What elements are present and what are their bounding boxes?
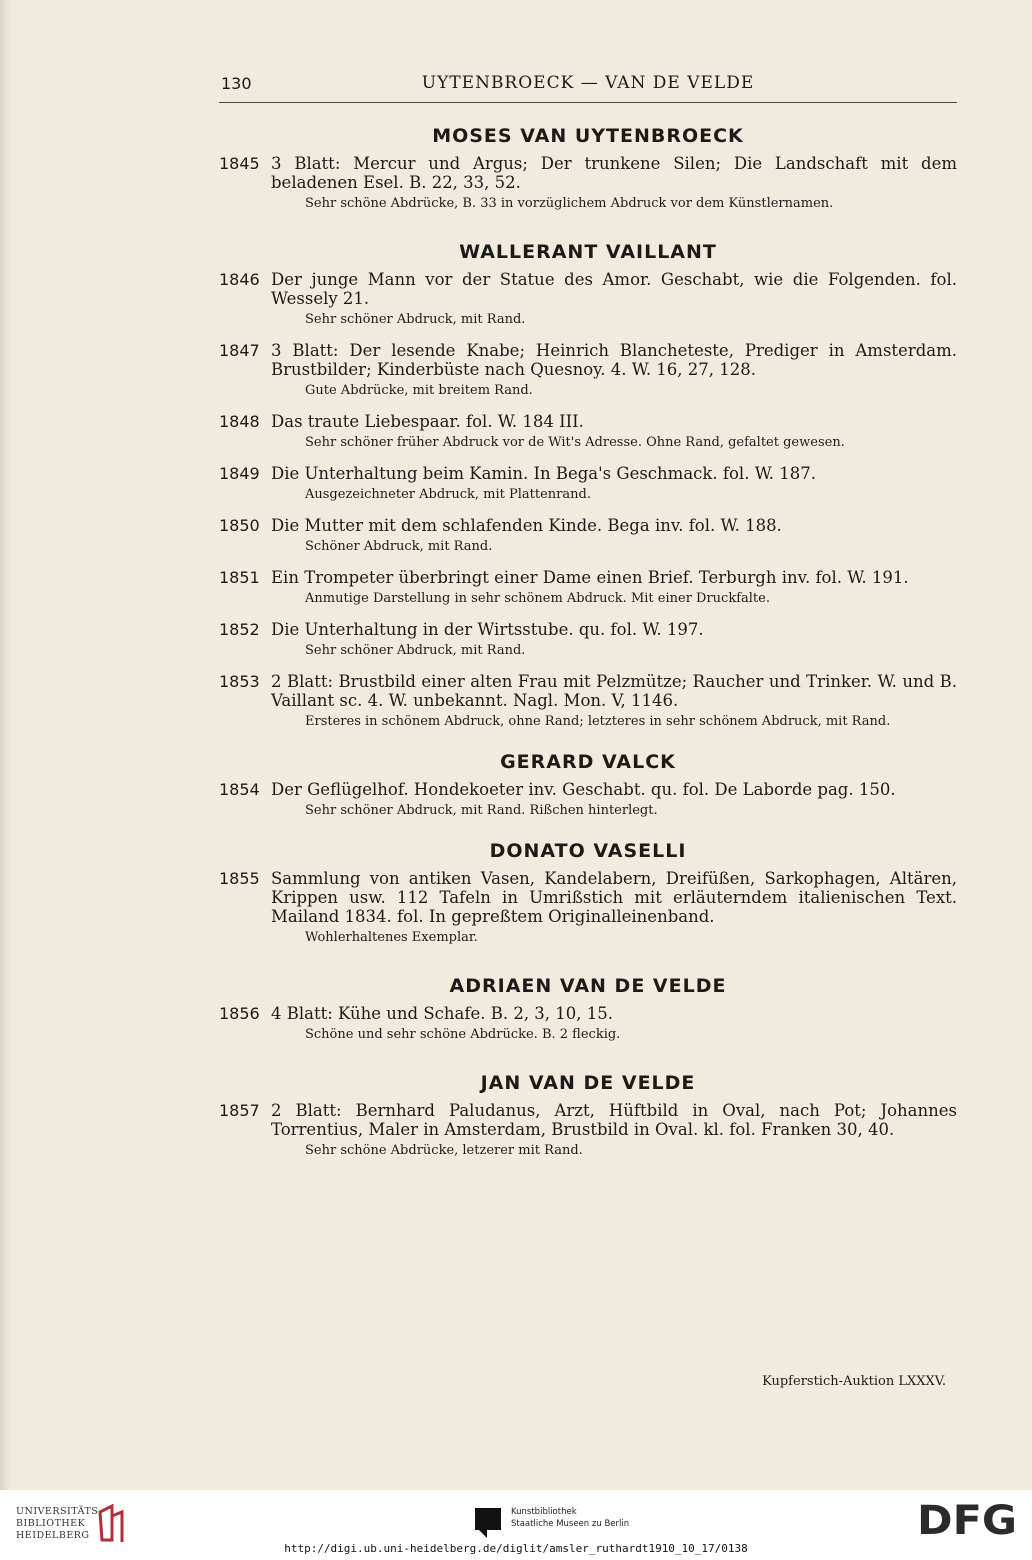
uni-logo-line: UNIVERSITÄTS- xyxy=(16,1506,103,1517)
entry-description: Die Unterhaltung beim Kamin. In Bega's Geschmack. fol. W. 187. xyxy=(271,464,816,483)
uni-logo-line: HEIDELBERG xyxy=(16,1530,90,1541)
kb-logo-line: Kunstbibliothek xyxy=(511,1507,577,1517)
artist-heading: GERARD VALCK xyxy=(500,751,676,773)
entry-condition-note: Schöne und sehr schöne Abdrücke. B. 2 fleckig. xyxy=(305,1027,621,1042)
dfg-logo-text: DFG xyxy=(917,1500,1017,1540)
entry-number: 1850 xyxy=(219,516,260,535)
entry-description: 3 Blatt: Der lesende Knabe; Heinrich Blancheteste, Prediger in Amsterdam. Brustbilder; Kinderbüste nach Quesnoy. 4. W. 16, 27, 128. xyxy=(271,341,957,379)
entry-description: Der Geflügelhof. Hondekoeter inv. Geschabt. qu. fol. De Laborde pag. 150. xyxy=(271,780,896,799)
entry-condition-note: Gute Abdrücke, mit breitem Rand. xyxy=(305,383,533,398)
entry-number: 1855 xyxy=(219,869,260,888)
artist-heading: DONATO VASELLI xyxy=(489,840,687,862)
catalogue-content xyxy=(219,124,957,1172)
artist-section-jan-van-de-velde xyxy=(219,1071,957,1159)
auction-label: Kupferstich-Auktion LXXXV. xyxy=(762,1374,946,1389)
catalogue-entry-1857 xyxy=(219,1101,957,1159)
catalogue-entry-1853 xyxy=(219,672,957,730)
entry-number: 1845 xyxy=(219,154,260,173)
entry-condition-note: Sehr schöne Abdrücke, B. 33 in vorzüglichem Abdruck vor dem Künstlernamen. xyxy=(305,196,834,211)
entry-condition-note: Schöner Abdruck, mit Rand. xyxy=(305,539,493,554)
catalogue-entry-1847 xyxy=(219,341,957,399)
kunstbibliothek-mark-icon xyxy=(475,1508,501,1538)
entry-number: 1847 xyxy=(219,341,260,360)
entry-number: 1848 xyxy=(219,412,260,431)
catalogue-entry-1855 xyxy=(219,869,957,946)
running-title: UYTENBROECK — VAN DE VELDE xyxy=(421,73,755,93)
entry-condition-note: Sehr schöner Abdruck, mit Rand. Rißchen hinterlegt. xyxy=(305,803,658,818)
entry-description: Der junge Mann vor der Statue des Amor. Geschabt, wie die Folgenden. fol. Wessely 21. xyxy=(271,270,957,308)
catalogue-entry-1849 xyxy=(219,464,957,503)
entry-condition-note: Sehr schöner Abdruck, mit Rand. xyxy=(305,643,526,658)
catalogue-entry-1852 xyxy=(219,620,957,659)
entry-description: 3 Blatt: Mercur und Argus; Der trunkene Silen; Die Landschaft mit dem beladenen Esel. B. 22, 33, 52. xyxy=(271,154,957,192)
artist-section-valck xyxy=(219,750,957,819)
catalogue-entry-1845 xyxy=(219,154,957,212)
entry-condition-note: Sehr schöner früher Abdruck vor de Wit's Adresse. Ohne Rand, gefaltet gewesen. xyxy=(305,435,845,450)
kb-logo-line: Staatliche Museen zu Berlin xyxy=(511,1519,630,1529)
entry-number: 1853 xyxy=(219,672,260,691)
running-head xyxy=(219,72,957,103)
entry-description: Das traute Liebespaar. fol. W. 184 III. xyxy=(271,412,584,431)
entry-description: 2 Blatt: Bernhard Paludanus, Arzt, Hüftbild in Oval, nach Pot; Johannes Torrentius, Maler in Amsterdam, Brustbild in Oval. kl. fol. Franken 30, 40. xyxy=(271,1101,957,1139)
uni-logo-line: BIBLIOTHEK xyxy=(16,1518,86,1529)
artist-heading: WALLERANT VAILLANT xyxy=(459,241,717,263)
entry-description: Sammlung von antiken Vasen, Kandelabern, Dreifüßen, Sarkophagen, Altären, Krippen usw. 112 Tafeln in Umrißstich mit erläuterndem italienischen Text. Mailand 1834. fol. In gepreßtem Originalleinenband. xyxy=(271,869,957,926)
catalogue-entry-1854 xyxy=(219,780,957,819)
kunstbibliothek-text xyxy=(511,1506,629,1530)
catalogue-entry-1846 xyxy=(219,270,957,328)
artist-section-uytenbroeck xyxy=(219,124,957,212)
entry-description: Ein Trompeter überbringt einer Dame einen Brief. Terburgh inv. fol. W. 191. xyxy=(271,568,909,587)
kunstbibliothek-logo xyxy=(475,1504,675,1544)
entry-number: 1854 xyxy=(219,780,260,799)
entry-number: 1849 xyxy=(219,464,260,483)
source-url[interactable]: http://digi.ub.uni-heidelberg.de/diglit/amsler_ruthardt1910_10_17/0138 xyxy=(284,1542,748,1555)
entry-condition-note: Ausgezeichneter Abdruck, mit Plattenrand. xyxy=(305,487,591,502)
dfg-logo xyxy=(916,1500,1018,1540)
entry-description: 4 Blatt: Kühe und Schafe. B. 2, 3, 10, 15. xyxy=(271,1004,614,1023)
entry-condition-note: Wohlerhaltenes Exemplar. xyxy=(305,930,478,945)
uni-heidelberg-logo xyxy=(16,1504,126,1544)
entry-number: 1856 xyxy=(219,1004,260,1023)
artist-heading: ADRIAEN VAN DE VELDE xyxy=(449,975,727,997)
artist-heading: MOSES VAN UYTENBROECK xyxy=(432,125,744,147)
entry-number: 1852 xyxy=(219,620,260,639)
entry-condition-note: Ersteres in schönem Abdruck, ohne Rand; letzteres in sehr schönem Abdruck, mit Rand. xyxy=(305,714,891,729)
entry-condition-note: Sehr schöner Abdruck, mit Rand. xyxy=(305,312,526,327)
digitization-footer xyxy=(0,1490,1032,1560)
entry-condition-note: Sehr schöne Abdrücke, letzerer mit Rand. xyxy=(305,1143,583,1158)
page-number: 130 xyxy=(221,74,252,93)
entry-description: 2 Blatt: Brustbild einer alten Frau mit Pelzmütze; Raucher und Trinker. W. und B. Vaillant sc. 4. W. unbekannt. Nagl. Mon. V, 1146. xyxy=(271,672,957,710)
catalogue-entry-1848 xyxy=(219,412,957,451)
catalogue-entry-1850 xyxy=(219,516,957,555)
artist-section-vaillant xyxy=(219,240,957,730)
artist-heading: JAN VAN DE VELDE xyxy=(480,1072,696,1094)
uni-logo-text xyxy=(16,1506,102,1542)
catalogue-entry-1856 xyxy=(219,1004,957,1043)
entry-description: Die Mutter mit dem schlafenden Kinde. Bega inv. fol. W. 188. xyxy=(271,516,782,535)
entry-number: 1857 xyxy=(219,1101,260,1120)
uni-mark-icon xyxy=(96,1504,126,1544)
entry-condition-note: Anmutige Darstellung in sehr schönem Abdruck. Mit einer Druckfalte. xyxy=(305,591,770,606)
entry-number: 1846 xyxy=(219,270,260,289)
artist-section-vaselli xyxy=(219,839,957,946)
artist-section-adriaen-van-de-velde xyxy=(219,974,957,1043)
catalogue-entry-1851 xyxy=(219,568,957,607)
entry-number: 1851 xyxy=(219,568,260,587)
entry-description: Die Unterhaltung in der Wirtsstube. qu. fol. W. 197. xyxy=(271,620,704,639)
